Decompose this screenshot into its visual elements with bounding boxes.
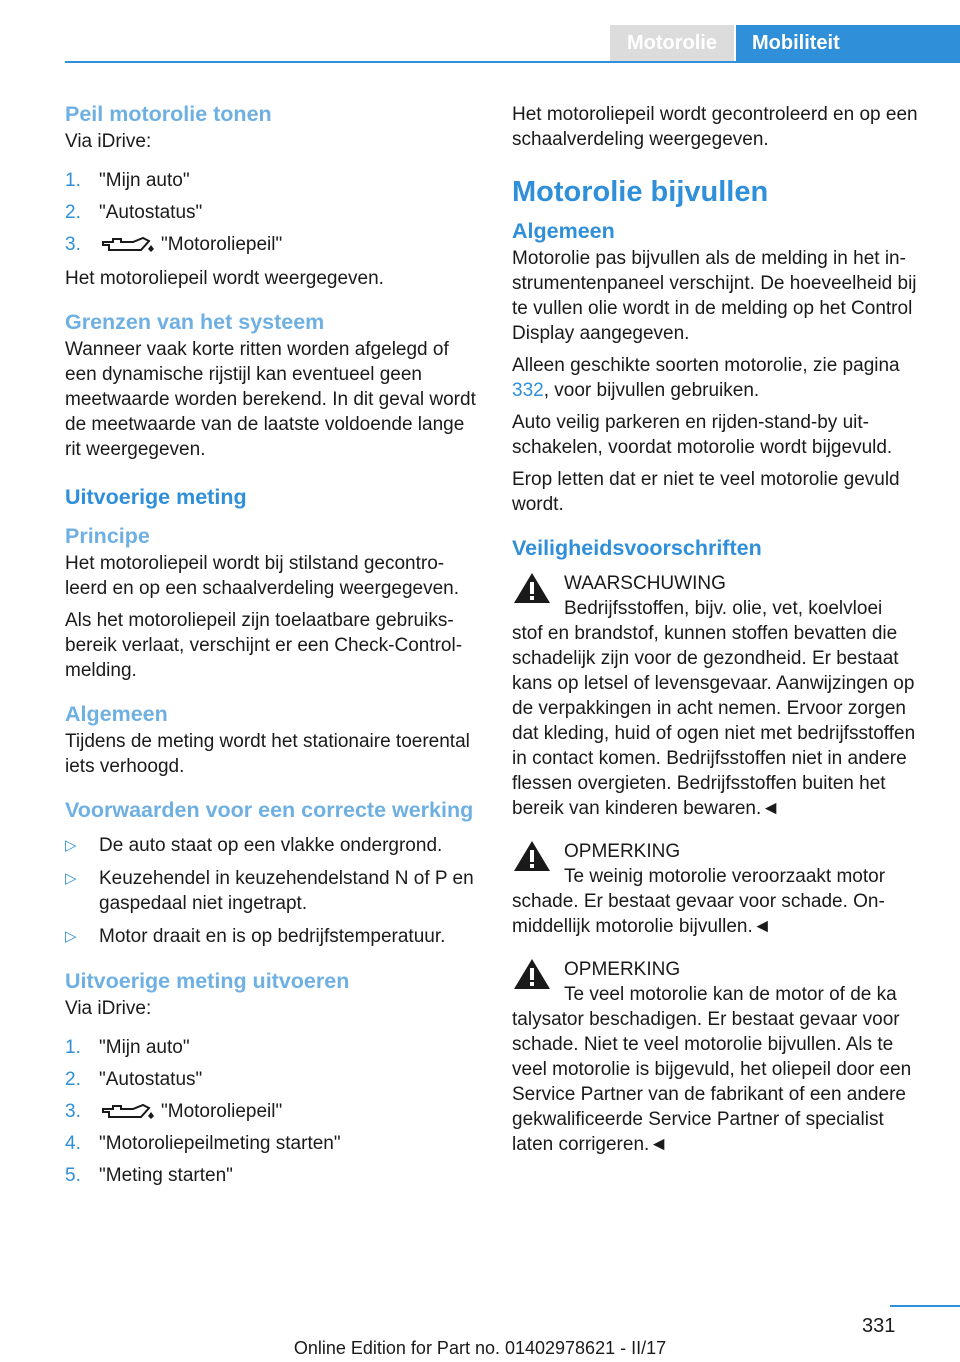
section-title-principe: Principe bbox=[65, 524, 150, 548]
oil-can-icon bbox=[99, 233, 157, 257]
oil-can-icon bbox=[99, 1100, 157, 1124]
step-number: 5. bbox=[65, 1165, 81, 1186]
bullet-text: Motor draait en is op bedrijfstemperatuur. bbox=[99, 926, 446, 947]
notice-body: talysator beschadigen. Er bestaat gevaar voor schade. Niet te veel motorolie bijvullen. Als te veel motorolie is bijgevuld, het oliepeil door een Service Partner van de fabrikant of een andere gekwalificeerde Service Partner of specialist laten corrigeren.◄ bbox=[512, 1009, 912, 1155]
footer-rule bbox=[890, 1305, 960, 1307]
notice-first-line: Te veel motorolie kan de motor of de ka bbox=[564, 984, 897, 1005]
notice-block bbox=[512, 957, 930, 1157]
triangle-bullet-icon: ▷ bbox=[65, 928, 77, 945]
step-number: 1. bbox=[65, 170, 81, 191]
step-text: "Meting starten" bbox=[99, 1165, 233, 1186]
notice-label: OPMERKING bbox=[564, 841, 681, 862]
header-rule bbox=[65, 61, 960, 63]
result-text: Het motoroliepeil wordt weergegeven. bbox=[65, 268, 384, 289]
step-item bbox=[65, 1099, 477, 1131]
principe-text-2: Als het motoroliepeil zijn toelaatbare gebruiksbereik verlaat, verschijnt er een Check-Control-melding. bbox=[65, 610, 463, 681]
section-title-meting-uitvoeren: Uitvoerige meting uitvoeren bbox=[65, 969, 350, 993]
step-item bbox=[65, 232, 477, 264]
bullet-item bbox=[65, 833, 477, 858]
notice-label: OPMERKING bbox=[564, 959, 681, 980]
step-text: "Autostatus" bbox=[99, 1069, 203, 1090]
step-text-with-icon bbox=[99, 1099, 477, 1124]
step-number: 4. bbox=[65, 1133, 81, 1154]
warning-label: WAARSCHUWING bbox=[564, 573, 726, 594]
algemeen-text-3: Auto veilig parkeren en rijden-stand-by uitschakelen, voordat motorolie wordt bijgevuld. bbox=[512, 412, 893, 458]
step-number: 2. bbox=[65, 202, 81, 223]
intro-text-right: Het motoroliepeil wordt gecontroleerd en op een schaalverdeling weergegeven. bbox=[512, 104, 918, 150]
section-title-algemeen-left: Algemeen bbox=[65, 702, 168, 726]
text-fragment: , voor bijvullen gebruiken. bbox=[543, 380, 760, 401]
step-text: "Mijn auto" bbox=[99, 170, 190, 191]
step-item bbox=[65, 1163, 477, 1195]
bullet-item bbox=[65, 866, 477, 916]
via-idrive-text-2: Via iDrive: bbox=[65, 998, 152, 1019]
step-item bbox=[65, 1035, 477, 1067]
step-item bbox=[65, 200, 477, 232]
via-idrive-text: Via iDrive: bbox=[65, 131, 152, 152]
step-text: "Motoroliepeilmeting starten" bbox=[99, 1133, 341, 1154]
triangle-bullet-icon: ▷ bbox=[65, 837, 77, 854]
chapter-title: Motorolie bijvullen bbox=[512, 176, 769, 208]
algemeen-text-left: Tijdens de meting wordt het stationaire toerental iets verhoogd. bbox=[65, 731, 470, 777]
warning-triangle-icon bbox=[512, 839, 552, 873]
step-item bbox=[65, 1067, 477, 1099]
step-text: "Mijn auto" bbox=[99, 1037, 190, 1058]
text-fragment: Alleen geschikte soorten motorolie, zie pagina bbox=[512, 355, 900, 376]
principe-text-1: Het motoroliepeil wordt bij stilstand gecontroleerd en op een schaalverdeling weergegeven. bbox=[65, 553, 459, 599]
bullet-item bbox=[65, 924, 477, 949]
left-column bbox=[65, 102, 477, 1197]
section-title-grenzen: Grenzen van het systeem bbox=[65, 310, 325, 334]
grenzen-text: Wanneer vaak korte ritten worden afgelegd of een dynamische rijstijl kan eventueel geen meetwaarde worden berekend. In dit geval wordt de meetwaarde van de laatste voldoende lange rit weergegeven. bbox=[65, 339, 476, 460]
step-label: "Motoroliepeil" bbox=[161, 1101, 283, 1122]
warning-block bbox=[512, 571, 930, 821]
step-label: "Motoroliepeil" bbox=[161, 234, 283, 255]
algemeen-text-4: Erop letten dat er niet te veel motorolie gevuld wordt. bbox=[512, 469, 900, 515]
warning-body: stof en brandstof, kunnen stoffen bevatten die schadelijk zijn voor de gezondheid. Er bestaat kans op letsel of levensgevaar. Aanwijzingen op de verpakkingen in acht nemen. Ervoor zorgen dat kleding, huid of ogen niet met bedrijfsstoffen in contact komen. Bedrijfsstoffen niet in andere flessen overgieten. Bedrijfsstoffen buiten het bereik van kinderen bewaren.◄ bbox=[512, 623, 916, 819]
step-text-with-icon bbox=[99, 232, 477, 257]
bullet-list bbox=[65, 833, 477, 949]
algemeen-text-1: Motorolie pas bijvullen als de melding in het instrumentenpaneel verschijnt. De hoeveelheid bij te vullen olie wordt in de melding op het Control Display aangegeven. bbox=[512, 248, 917, 344]
step-text: "Autostatus" bbox=[99, 202, 203, 223]
step-number: 2. bbox=[65, 1069, 81, 1090]
header-tab-mobiliteit: Mobiliteit bbox=[736, 25, 960, 61]
steps-list-2 bbox=[65, 1035, 477, 1195]
section-title-uitvoerige-meting: Uitvoerige meting bbox=[65, 485, 247, 509]
notice-block bbox=[512, 839, 930, 939]
section-title-peil-tonen: Peil motorolie tonen bbox=[65, 102, 272, 126]
right-column bbox=[512, 102, 930, 1175]
bullet-text: De auto staat op een vlakke ondergrond. bbox=[99, 835, 443, 856]
page-number: 331 bbox=[862, 1315, 896, 1337]
header-tab-motorolie: Motorolie bbox=[610, 25, 734, 61]
step-number: 3. bbox=[65, 1101, 81, 1122]
notice-first-line: Te weinig motorolie veroorzaakt motor bbox=[564, 866, 886, 887]
section-title-voorwaarden: Voorwaarden voor een correcte werking bbox=[65, 798, 474, 822]
warning-first-line: Bedrijfsstoffen, bijv. olie, vet, koelvloei bbox=[564, 598, 883, 619]
step-item bbox=[65, 168, 477, 200]
step-item bbox=[65, 1131, 477, 1163]
warning-triangle-icon bbox=[512, 571, 552, 605]
step-number: 3. bbox=[65, 234, 81, 255]
edition-note: Online Edition for Part no. 01402978621 - II/17 bbox=[293, 1338, 667, 1358]
notice-body: schade. Er bestaat gevaar voor schade. Onmiddellijk motorolie bijvullen.◄ bbox=[512, 891, 885, 937]
triangle-bullet-icon: ▷ bbox=[65, 870, 77, 887]
algemeen-text-2 bbox=[512, 353, 930, 403]
steps-list-1 bbox=[65, 168, 477, 264]
warning-triangle-icon bbox=[512, 957, 552, 991]
step-number: 1. bbox=[65, 1037, 81, 1058]
section-title-algemeen-right: Algemeen bbox=[512, 219, 615, 243]
section-title-veiligheid: Veiligheidsvoorschriften bbox=[512, 536, 762, 560]
bullet-text: Keuzehendel in keuzehendelstand N of P en gaspedaal niet ingetrapt. bbox=[99, 868, 474, 914]
page-link-332[interactable]: 332 bbox=[512, 380, 544, 401]
